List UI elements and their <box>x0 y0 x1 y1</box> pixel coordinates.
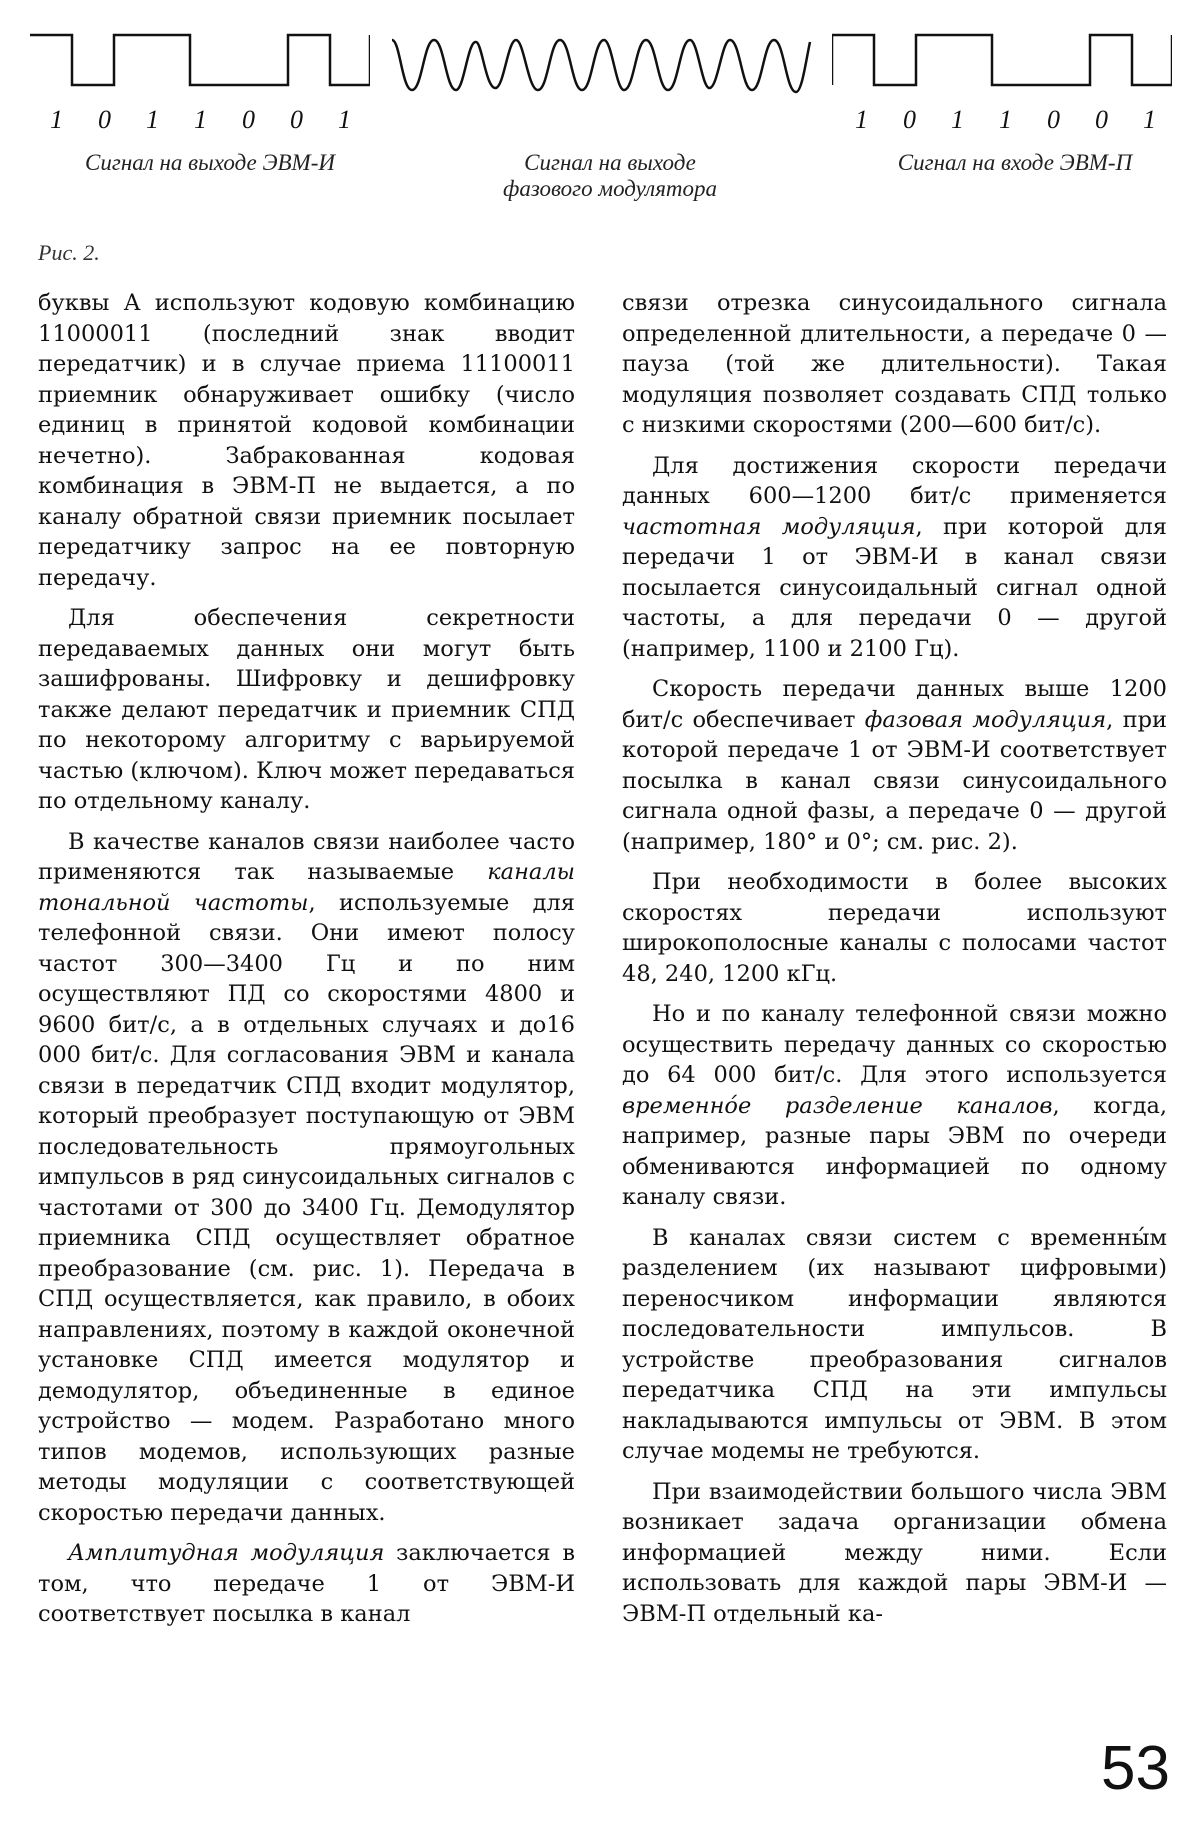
right-square-wave <box>832 30 1172 100</box>
bit-label: 1 <box>338 105 351 134</box>
text-run: Но и по каналу телефонной связи можно осуществить передачу данных со скоростью до 64 000 бит/с. Для этого используется <box>622 1001 1167 1088</box>
bit-label: 0 <box>290 105 303 134</box>
text-run: В каналах связи систем с временны́м разделением (их называют цифровыми) переносчиком информации являются последовательности импульсов. В устройстве преобразования сигналов передатчика СПД на эти импульсы накладываются импульсы от ЭВМ. В этом случае модемы не требуются. <box>622 1224 1167 1464</box>
italic-term: фазовая модуляция <box>864 706 1107 733</box>
bit-label: 1 <box>1143 105 1156 134</box>
paragraph <box>38 1538 575 1630</box>
paragraph <box>622 1477 1167 1630</box>
caption-right: Сигнал на входе ЭВМ-П <box>897 150 1133 175</box>
bit-label: 1 <box>50 105 63 134</box>
paragraph <box>38 288 575 593</box>
bit-label: 1 <box>999 105 1012 134</box>
bit-label: 1 <box>194 105 207 134</box>
paragraph <box>622 999 1167 1213</box>
text-run: При взаимодействии большого числа ЭВМ возникает задача организации обмена информацией между ними. Если использовать для каждой пары ЭВМ-И — ЭВМ-П отдельный ка- <box>622 1478 1167 1627</box>
text-run: Для обеспечения секретности передаваемых данных они могут быть зашифрованы. Шифровку и дешифровку также делают передатчик и приемник СПД по некоторому алгоритму с варьируемой частью (ключом). Ключ может передаваться по отдельному каналу. <box>38 605 575 814</box>
paragraph <box>622 1223 1167 1467</box>
bit-label: 0 <box>903 105 916 134</box>
caption-middle-line2: фазового модулятора <box>502 176 718 201</box>
italic-term: Амплитудная модуляция <box>68 1540 385 1566</box>
page-number: 53 <box>1101 1734 1170 1803</box>
text-run: Для достижения скорости передачи данных 600—1200 бит/с применяется <box>622 452 1167 509</box>
italic-term: каналы тональной частоты <box>38 859 575 916</box>
phase-modulated-wave <box>392 30 812 100</box>
text-run: При необходимости в более высоких скоростях передачи используют широкополосные каналы с полосами частот 48, 240, 1200 кГц. <box>622 869 1167 987</box>
text-run: заключается в том, что передаче 1 от ЭВМ-И соответствует посылка в канал <box>38 1540 575 1627</box>
left-square-wave <box>30 30 370 100</box>
figure-2 <box>0 0 1200 230</box>
bit-label: 0 <box>1095 105 1108 134</box>
left-bit-labels <box>50 105 360 135</box>
text-run: буквы А используют кодовую комбинацию 11000011 (последний знак вводит передатчик) и в случае приема 11100011 приемник обнаруживает ошибку (число единиц в принятой кодовой комбинации нечетно). Забракованная кодовая комбинация в ЭВМ-П не выдается, а по каналу обратной связи приемник посылает передатчику запрос на ее повторную передачу. <box>38 290 575 591</box>
bit-label: 0 <box>242 105 255 134</box>
caption-middle-line1: Сигнал на выходе <box>524 150 696 175</box>
paragraph <box>622 288 1167 441</box>
paragraph <box>622 867 1167 989</box>
text-run: В качестве каналов связи наиболее часто применяются так называемые <box>38 828 575 885</box>
bit-label: 0 <box>1047 105 1060 134</box>
left-column <box>38 288 575 1630</box>
bit-label: 1 <box>951 105 964 134</box>
paragraph <box>38 603 575 817</box>
italic-term: частотная модуляция <box>622 513 916 540</box>
figure-label: Рис. 2. <box>38 240 100 265</box>
bit-label: 1 <box>146 105 159 134</box>
right-bit-labels <box>855 105 1165 135</box>
text-run: , когда, например, разные пары ЭВМ по очереди обмениваются информацией по одному каналу связи. <box>622 1092 1168 1210</box>
text-run: Скорость передачи данных выше 1200 бит/с обеспечивает <box>622 676 1167 733</box>
text-run: , используемые для телефонной связи. Они имеют полосу частот 300—3400 Гц и по ним осуществляют ПД со скоростями 4800 и 9600 бит/с, а в отдельных случаях и до16 000 бит/с. Для согласования ЭВМ и канала связи в передатчик СПД входит модулятор, который преобразует поступающую от ЭВМ последовательность прямоугольных импульсов в ряд синусоидальных сигналов с частотами от 300 до 3400 Гц. Демодулятор приемника СПД осуществляет обратное преобразование (см. рис. 1). Передача в СПД осуществляется, как правило, в обоих направлениях, поэтому в каждой оконечной установке СПД имеется модулятор и демодулятор, объединенные в единое устройство — модем. Разработано много типов модемов, использующих разные методы модуляции с соответствующей скоростью передачи данных. <box>38 889 575 1526</box>
paragraph <box>38 827 575 1529</box>
right-column <box>622 288 1167 1629</box>
paragraph <box>622 674 1167 857</box>
bit-label: 1 <box>855 105 868 134</box>
caption-middle <box>440 150 780 202</box>
paragraph <box>622 451 1167 665</box>
text-run: , при которой передаче 1 от ЭВМ-И соответствует посылка в канал связи синусоидального сигнала одной фазы, а передаче 0 — другой (например, 180° и 0°; см. рис. 2). <box>622 706 1168 855</box>
italic-term: временно́е разделение каналов <box>622 1092 1053 1119</box>
caption-left: Сигнал на выходе ЭВМ-И <box>85 150 335 175</box>
text-run: связи отрезка синусоидального сигнала определенной длительности, а передаче 0 — пауза (той же длительности). Такая модуляция позволяет создавать СПД только с низкими скоростями (200—600 бит/с). <box>622 290 1167 438</box>
text-run: , при которой для передачи 1 от ЭВМ-И в канал связи посылается синусоидальный сигнал одной частоты, а для передачи 0 — другой (например, 1100 и 2100 Гц). <box>622 513 1167 662</box>
bit-label: 0 <box>98 105 111 134</box>
